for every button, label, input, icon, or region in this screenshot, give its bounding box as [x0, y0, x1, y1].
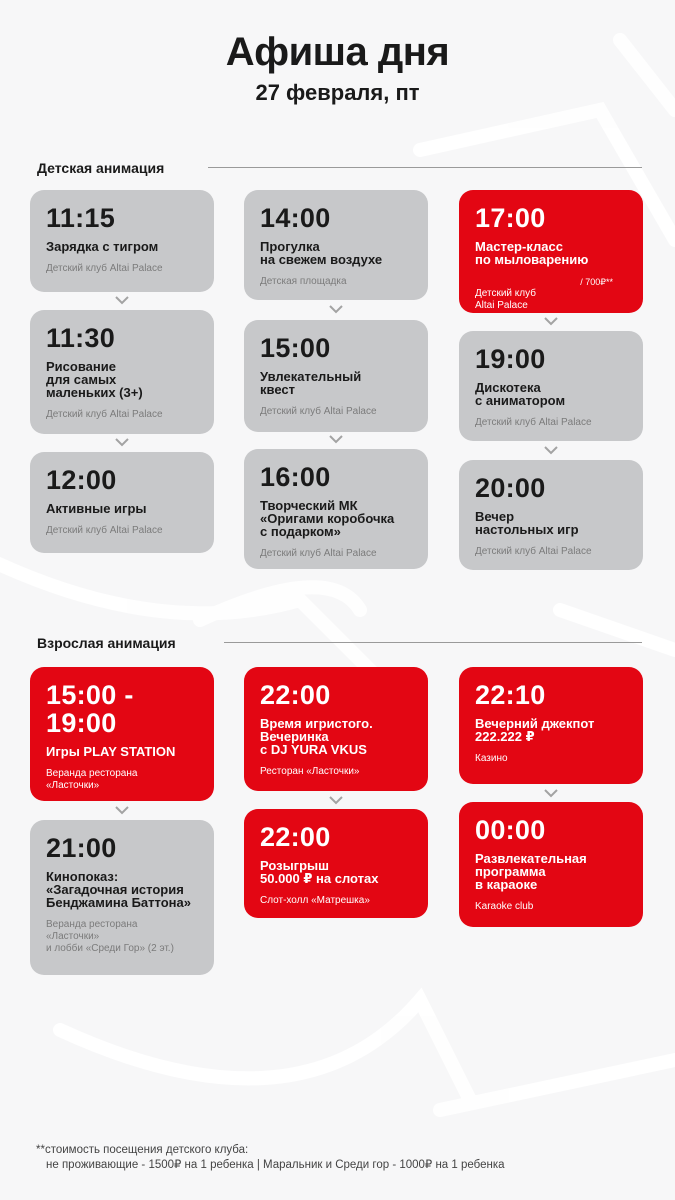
chevron-down-icon: [328, 795, 344, 805]
event-name: Увлекательный квест: [260, 369, 362, 397]
event-place: Детский клуб Altai Palace: [46, 263, 163, 274]
event-time: 14:00: [260, 203, 331, 233]
event-place: Детский клуб Altai Palace: [475, 417, 592, 428]
event-place: Детский клуб Altai Palace: [475, 546, 592, 557]
event-card-adults-2200-party[interactable]: [244, 667, 428, 791]
event-name: Творческий МК «Оригами коробочка с подарком»: [260, 498, 395, 539]
event-time: 21:00: [46, 833, 117, 863]
event-place: Веранда ресторана «Ласточки» и лобби «Среди Гор» (2 эт.): [46, 919, 174, 954]
page-date: 27 февраля, пт: [255, 80, 420, 105]
event-card-kids-2000[interactable]: [459, 460, 643, 570]
event-time: 11:15: [46, 203, 116, 233]
chevron-down-icon: [543, 316, 559, 326]
event-name: Прогулка на свежем воздухе: [260, 239, 383, 267]
chevron-down-icon: [114, 295, 130, 305]
event-name: Кинопоказ: «Загадочная история Бенджамина Баттона»: [46, 869, 191, 910]
event-place: Детский клуб Altai Palace: [46, 409, 163, 420]
event-name: Рисование для самых маленьких (3+): [46, 359, 143, 400]
section-divider-kids: [208, 167, 642, 168]
event-time: 15:00 - 19:00: [46, 680, 134, 738]
event-card-kids-1900[interactable]: [459, 331, 643, 441]
event-price: / 700₽**: [580, 277, 613, 287]
event-name: Мастер-класс по мыловарению: [475, 239, 589, 267]
event-card-kids-1500[interactable]: [244, 320, 428, 432]
event-time: 22:10: [475, 680, 546, 710]
event-time: 22:00: [260, 822, 331, 852]
event-card-kids-1400[interactable]: [244, 190, 428, 300]
event-place: Детский клуб Altai Palace: [260, 548, 377, 559]
chevron-down-icon: [114, 805, 130, 815]
chevron-down-icon: [543, 788, 559, 798]
footnote-line-1: **стоимость посещения детского клуба:: [36, 1144, 249, 1156]
event-card-kids-1700[interactable]: [459, 190, 643, 313]
event-name: Время игристого. Вечеринка с DJ YURA VKUS: [260, 716, 373, 757]
event-place: Слот-холл «Матрешка»: [260, 895, 370, 906]
chevron-down-icon: [328, 304, 344, 314]
event-time: 12:00: [46, 465, 117, 495]
event-place: Детский клуб Altai Palace: [260, 406, 377, 417]
event-name: Зарядка с тигром: [46, 239, 159, 254]
section-title-adults: Взрослая анимация: [37, 635, 176, 651]
event-place: Веранда ресторана «Ласточки»: [46, 768, 138, 791]
event-card-kids-1130[interactable]: [30, 310, 214, 434]
event-name: Развлекательная программа в караоке: [475, 851, 587, 892]
event-time: 17:00: [475, 203, 546, 233]
event-name: Вечер настольных игр: [475, 509, 579, 537]
event-place: Ресторан «Ласточки»: [260, 766, 360, 777]
event-place: Детская площадка: [260, 276, 347, 287]
page-title: Афиша дня: [225, 30, 450, 74]
event-card-adults-0000[interactable]: [459, 802, 643, 927]
event-name: Розыгрыш 50.000 ₽ на слотах: [260, 858, 379, 886]
event-card-kids-1200[interactable]: [30, 452, 214, 553]
event-card-adults-1500[interactable]: [30, 667, 214, 801]
event-time: 19:00: [475, 344, 546, 374]
event-time: 16:00: [260, 462, 331, 492]
event-time: 20:00: [475, 473, 546, 503]
event-card-kids-1115[interactable]: [30, 190, 214, 292]
event-card-adults-2100[interactable]: [30, 820, 214, 975]
footnote-line-2: не проживающие - 1500₽ на 1 ребенка | Маральник и Среди гор - 1000₽ на 1 ребенка: [46, 1159, 505, 1171]
section-divider-adults: [224, 642, 642, 643]
event-time: 15:00: [260, 333, 331, 363]
price-footnote: [36, 1143, 505, 1173]
event-place-text: Детский клуб Altai Palace: [475, 288, 536, 311]
event-name: Игры PLAY STATION: [46, 744, 176, 759]
event-place: Детский клуб Altai Palace: [46, 525, 163, 536]
event-card-adults-2210[interactable]: [459, 667, 643, 784]
section-title-kids: Детская анимация: [37, 160, 165, 176]
event-time: 22:00: [260, 680, 331, 710]
event-name: Активные игры: [46, 501, 147, 516]
event-time: 00:00: [475, 815, 546, 845]
chevron-down-icon: [114, 437, 130, 447]
event-time: 11:30: [46, 323, 116, 353]
event-card-kids-1600[interactable]: [244, 449, 428, 569]
event-name: Вечерний джекпот 222.222 ₽: [475, 716, 595, 744]
event-card-adults-2200-slots[interactable]: [244, 809, 428, 918]
chevron-down-icon: [543, 445, 559, 455]
event-place: Казино: [475, 753, 508, 764]
event-name: Дискотека с аниматором: [475, 380, 566, 408]
chevron-down-icon: [328, 434, 344, 444]
event-place: Karaoke club: [475, 901, 534, 912]
